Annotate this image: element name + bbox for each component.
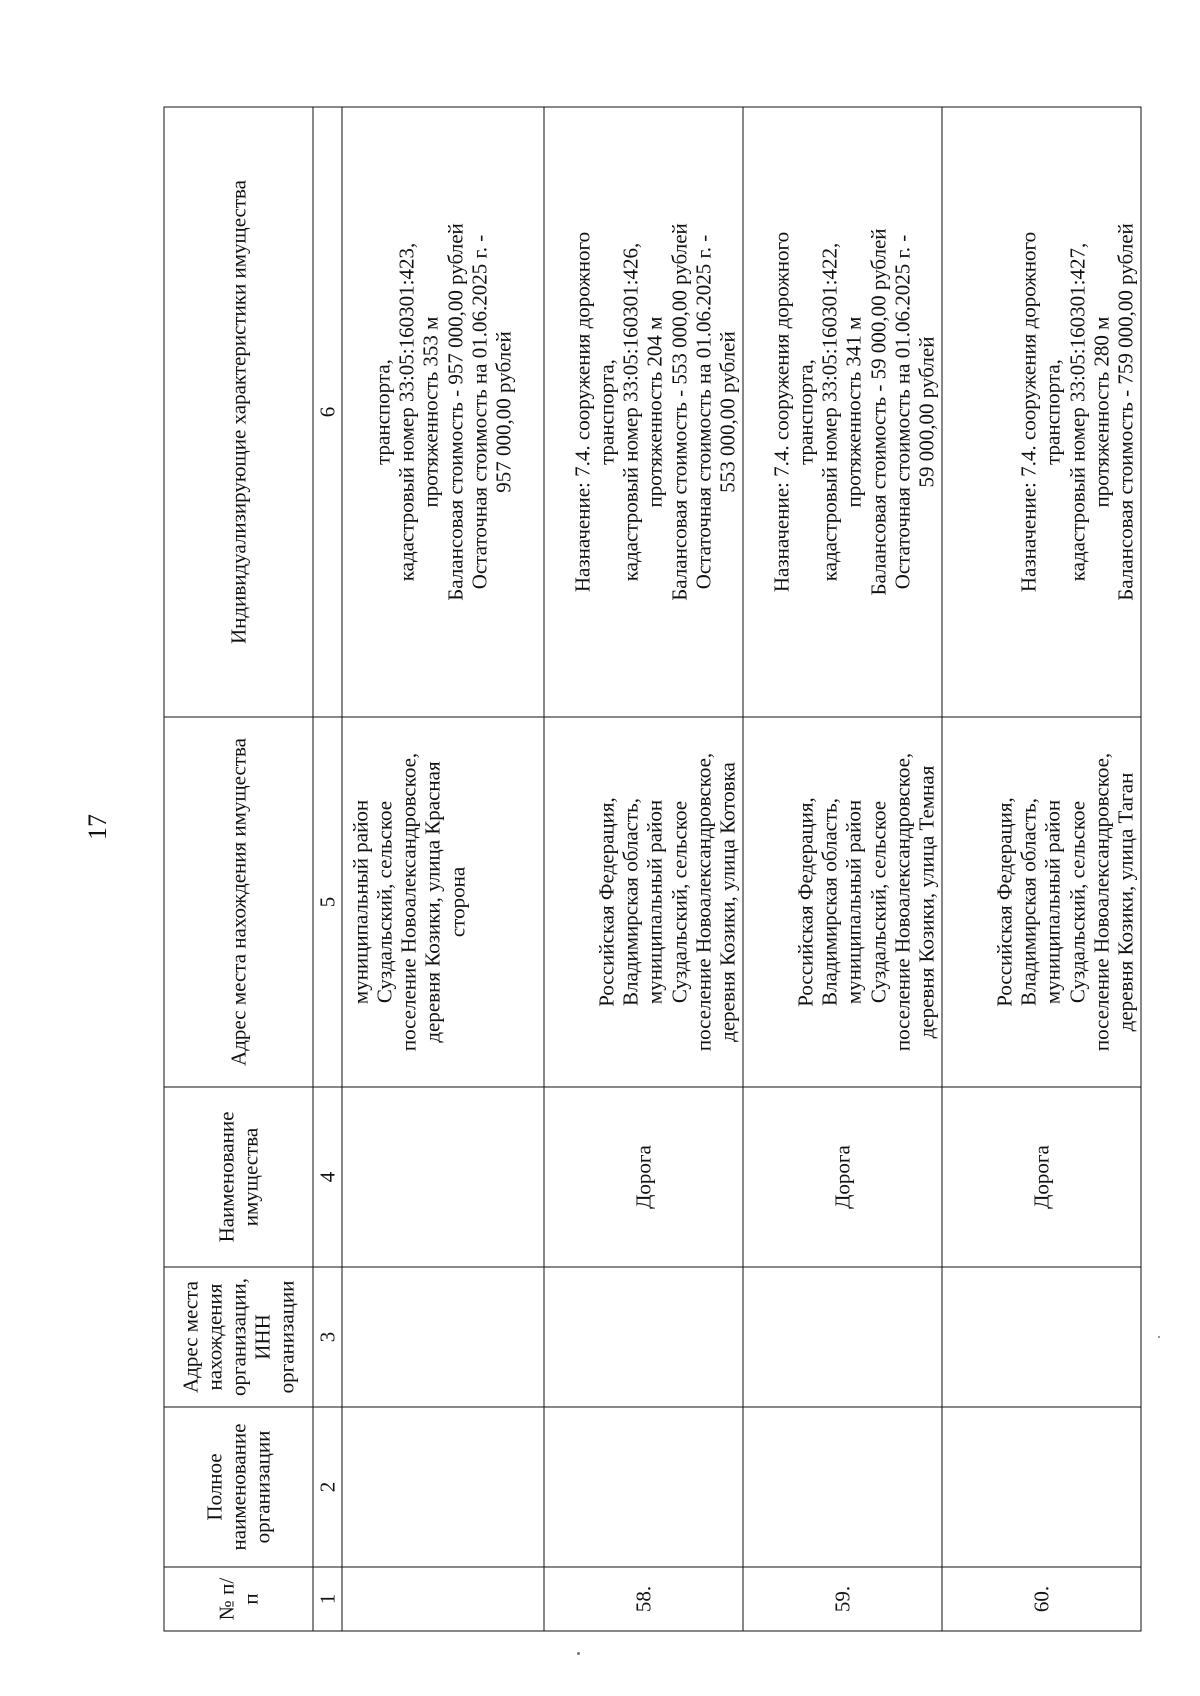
row-property-address <box>942 717 1141 1087</box>
text-line: Российская Федерация, <box>793 797 818 1007</box>
header-org-address: Адрес места нахождения организации, ИНН организации <box>164 1267 313 1407</box>
header-property-address: Адрес места нахождения имущества <box>164 717 313 1087</box>
text-line: Балансовая стоимость - 957 000,00 рублей <box>443 223 467 601</box>
column-number: 5 <box>313 717 342 1087</box>
row-number: 59. <box>743 1567 942 1631</box>
text-line: деревня Козики, улица Таган <box>1113 772 1138 1032</box>
property-table <box>164 107 1142 1632</box>
table-row <box>544 107 743 1631</box>
text-line: деревня Козики, улица Темная <box>914 765 939 1039</box>
header-characteristics: Индивидуализирующие характеристики имущества <box>164 107 313 717</box>
text-line: 553 000,00 рублей <box>715 331 740 493</box>
row-org-address <box>544 1267 743 1407</box>
text-line: деревня Козики, улица Красная <box>420 761 445 1043</box>
text-line: поселение Новоалександровское, <box>691 752 716 1052</box>
column-number-row <box>313 107 342 1631</box>
text-line: Балансовая стоимость - 59 000,00 рублей <box>866 228 891 596</box>
row-characteristics <box>342 107 544 717</box>
text-line: кадастровый номер 33:05:160301:426, <box>618 242 643 582</box>
text-line: протяженность 341 м <box>841 316 866 508</box>
row-org-address <box>342 1267 544 1407</box>
text-line: кадастровый номер 33:05:160301:422, <box>817 242 842 582</box>
row-org-name <box>743 1407 942 1567</box>
text-line: муниципальный район <box>348 799 373 1005</box>
row-property-address <box>743 717 942 1087</box>
row-property-address <box>342 717 544 1087</box>
text-line: Остаточная стоимость на 01.06.2025 г. - <box>890 234 915 590</box>
table-row <box>942 107 1141 1631</box>
text-line: Владимирская область, <box>1016 798 1041 1006</box>
row-org-address <box>942 1267 1141 1407</box>
column-number: 3 <box>313 1267 342 1407</box>
scan-speck <box>577 1652 580 1655</box>
row-org-name <box>942 1407 1141 1567</box>
text-line: протяженность 204 м <box>642 316 667 508</box>
text-line: Суздальский, сельское <box>1065 800 1090 1004</box>
text-line: поселение Новоалександровское, <box>890 752 915 1052</box>
text-line: транспорта, <box>370 359 395 465</box>
row-property-address <box>544 717 743 1087</box>
row-number: 58. <box>544 1567 743 1631</box>
row-property-name: Дорога <box>743 1087 942 1267</box>
row-characteristics <box>942 107 1141 717</box>
text-line: Назначение: 7.4. сооружения дорожного <box>570 231 595 593</box>
header-row <box>164 107 313 1631</box>
text-line: муниципальный район <box>642 799 667 1005</box>
column-number: 1 <box>313 1567 342 1631</box>
text-line: деревня Козики, улица Котовка <box>715 762 740 1042</box>
text-line: Российская Федерация, <box>594 797 619 1007</box>
column-number: 4 <box>313 1087 342 1267</box>
text-line: протяженность 280 м <box>1089 316 1114 508</box>
row-characteristics <box>544 107 743 717</box>
row-property-name: Дорога <box>544 1087 743 1267</box>
text-line: Владимирская область, <box>817 798 842 1006</box>
text-line: Остаточная стоимость на 01.06.2025 г. - <box>467 234 492 590</box>
text-line: кадастровый номер 33:05:160301:427, <box>1065 242 1090 582</box>
text-line: 59 000,00 рублей <box>914 336 939 488</box>
text-line: Владимирская область, <box>618 798 643 1006</box>
text-line: Остаточная стоимость на 01.06.2025 г. - <box>691 234 716 590</box>
row-org-name <box>544 1407 743 1567</box>
row-property-name: Дорога <box>942 1087 1141 1267</box>
text-line: кадастровый номер 33:05:160301:423, <box>394 242 419 582</box>
column-number: 6 <box>313 107 342 717</box>
row-property-name <box>342 1087 544 1267</box>
text-line: транспорта, <box>793 359 818 465</box>
text-line: транспорта, <box>1040 359 1065 465</box>
header-property-name: Наименование имущества <box>164 1087 313 1267</box>
text-line: поселение Новоалександровское, <box>396 752 421 1052</box>
text-line: Суздальский, сельское <box>667 800 692 1004</box>
header-org-name: Полное наименование организации <box>164 1407 313 1567</box>
header-num: № п/п <box>164 1567 313 1631</box>
text-line: Назначение: 7.4. сооружения дорожного <box>769 231 794 593</box>
text-line: протяженность 353 м <box>418 316 443 508</box>
text-line: муниципальный район <box>841 799 866 1005</box>
text-line: муниципальный район <box>1040 799 1065 1005</box>
text-line: Суздальский, сельское <box>866 800 891 1004</box>
text-line: Балансовая стоимость - 553 000,00 рублей <box>667 223 692 601</box>
row-number <box>342 1567 544 1631</box>
text-line: Суздальский, сельское <box>372 800 397 1004</box>
row-number: 60. <box>942 1567 1141 1631</box>
scan-speck <box>1158 1336 1160 1338</box>
row-characteristics <box>743 107 942 717</box>
text-line: Российская Федерация, <box>992 797 1017 1007</box>
text-line: транспорта, <box>594 359 619 465</box>
text-line: сторона <box>445 866 470 938</box>
text-line: Балансовая стоимость - 759 000,00 рублей <box>1113 223 1138 601</box>
row-org-name <box>342 1407 544 1567</box>
row-org-address <box>743 1267 942 1407</box>
table-row <box>743 107 942 1631</box>
text-line: поселение Новоалександровское, <box>1089 752 1114 1052</box>
text-line: Назначение: 7.4. сооружения дорожного <box>1016 231 1041 593</box>
table-row <box>342 107 544 1631</box>
column-number: 2 <box>313 1407 342 1567</box>
text-line: 957 000,00 рублей <box>491 331 516 493</box>
page-number: 17 <box>83 814 112 840</box>
